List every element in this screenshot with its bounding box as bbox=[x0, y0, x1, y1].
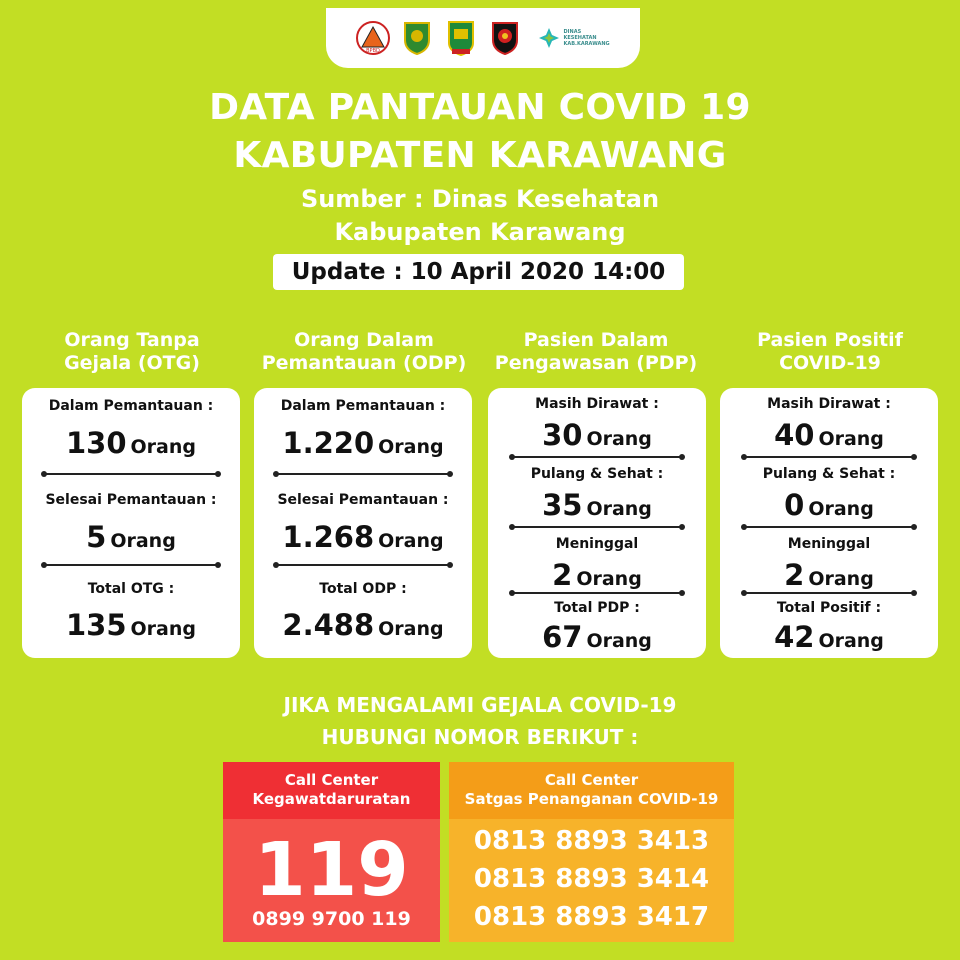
logo-bar bbox=[326, 8, 640, 68]
kodim-logo bbox=[399, 18, 435, 58]
emergency-call-title-2: Kegawatdaruratan bbox=[252, 790, 411, 808]
dinkes-logo: DINAS KESEHATAN KAB.KARAWANG bbox=[531, 18, 611, 58]
pdp-sehat-label: Pulang & Sehat : bbox=[530, 466, 664, 482]
divider bbox=[276, 564, 450, 566]
positif-dirawat-label: Masih Dirawat : bbox=[767, 396, 891, 412]
pdp-meninggal-value: 2 Orang bbox=[552, 558, 642, 592]
pdp-heading bbox=[486, 329, 706, 375]
satgas-call-header bbox=[449, 762, 734, 819]
emergency-call-header bbox=[223, 762, 440, 819]
satgas-phone-1[interactable]: 0813 8893 3413 bbox=[473, 826, 710, 856]
divider bbox=[512, 456, 682, 458]
positif-sehat-label: Pulang & Sehat : bbox=[762, 466, 896, 482]
odp-dalam-label: Dalam Pemantauan : bbox=[280, 398, 446, 414]
otg-selesai-value: 5 Orang bbox=[86, 520, 176, 554]
satgas-call-title-1: Call Center bbox=[544, 771, 639, 789]
otg-total-label: Total OTG : bbox=[87, 581, 175, 597]
update-badge: Update : 10 April 2020 14:00 bbox=[273, 254, 684, 290]
odp-total-value: 2.488 Orang bbox=[282, 608, 444, 642]
odp-selesai-label: Selesai Pemantauan : bbox=[277, 492, 449, 508]
emergency-call-title-1: Call Center bbox=[284, 771, 379, 789]
emergency-alt-number[interactable]: 0899 9700 119 bbox=[252, 908, 411, 930]
positif-meninggal-value: 2 Orang bbox=[784, 558, 874, 592]
otg-selesai-label: Selesai Pemantauan : bbox=[45, 492, 217, 508]
title-line-1: DATA PANTAUAN COVID 19 bbox=[209, 87, 751, 128]
divider bbox=[744, 592, 914, 594]
svg-text:BPBD: BPBD bbox=[366, 48, 380, 54]
divider bbox=[44, 564, 218, 566]
pdp-dirawat-label: Masih Dirawat : bbox=[535, 396, 659, 412]
cta-line-1: JIKA MENGALAMI GEJALA COVID-19 bbox=[283, 693, 677, 717]
divider bbox=[744, 456, 914, 458]
positif-heading bbox=[720, 329, 940, 375]
pdp-heading-line-1: Pasien Dalam bbox=[523, 329, 669, 351]
positif-heading-line-2: COVID-19 bbox=[779, 352, 881, 374]
otg-heading-line-1: Orang Tanpa bbox=[64, 329, 200, 351]
positif-sehat-value: 0 Orang bbox=[784, 488, 874, 522]
positif-total-label: Total Positif : bbox=[776, 600, 882, 616]
satgas-phone-3[interactable]: 0813 8893 3417 bbox=[473, 902, 710, 932]
odp-selesai-value: 1.268 Orang bbox=[282, 520, 444, 554]
otg-card bbox=[22, 388, 240, 658]
source-line-1: Sumber : Dinas Kesehatan bbox=[300, 185, 660, 213]
divider bbox=[276, 473, 450, 475]
otg-heading bbox=[22, 329, 242, 375]
title-line-2: KABUPATEN KARAWANG bbox=[233, 135, 727, 176]
otg-heading-line-2: Gejala (OTG) bbox=[64, 352, 200, 374]
satgas-phone-2[interactable]: 0813 8893 3414 bbox=[473, 864, 710, 894]
satgas-call-box bbox=[449, 762, 734, 942]
pdp-total-value: 67 Orang bbox=[542, 620, 652, 654]
cta-line-2: HUBUNGI NOMOR BERIKUT : bbox=[321, 725, 639, 749]
odp-dalam-value: 1.220 Orang bbox=[282, 426, 444, 460]
source-text bbox=[0, 183, 960, 249]
odp-heading-line-1: Orang Dalam bbox=[294, 329, 434, 351]
divider bbox=[744, 526, 914, 528]
positif-meninggal-label: Meninggal bbox=[787, 536, 871, 552]
source-line-2: Kabupaten Karawang bbox=[334, 218, 626, 246]
pdp-heading-line-2: Pengawasan (PDP) bbox=[494, 352, 698, 374]
emergency-call-box bbox=[223, 762, 440, 942]
odp-heading-line-2: Pemantauan (ODP) bbox=[261, 352, 467, 374]
page-title bbox=[0, 84, 960, 180]
pdp-dirawat-value: 30 Orang bbox=[542, 418, 652, 452]
positif-card bbox=[720, 388, 938, 658]
pdp-card bbox=[488, 388, 706, 658]
positif-total-value: 42 Orang bbox=[774, 620, 884, 654]
positif-dirawat-value: 40 Orang bbox=[774, 418, 884, 452]
satgas-call-title-2: Satgas Penanganan COVID-19 bbox=[464, 790, 719, 808]
bpbd-logo bbox=[355, 18, 391, 58]
odp-heading bbox=[254, 329, 474, 375]
otg-dalam-value: 130 Orang bbox=[65, 426, 197, 460]
divider bbox=[512, 592, 682, 594]
otg-dalam-label: Dalam Pemantauan : bbox=[48, 398, 214, 414]
odp-total-label: Total ODP : bbox=[319, 581, 407, 597]
emergency-number[interactable]: 119 bbox=[254, 827, 409, 913]
divider bbox=[512, 526, 682, 528]
pdp-meninggal-label: Meninggal bbox=[555, 536, 639, 552]
odp-card bbox=[254, 388, 472, 658]
pdp-sehat-value: 35 Orang bbox=[542, 488, 652, 522]
police-logo bbox=[487, 18, 523, 58]
positif-heading-line-1: Pasien Positif bbox=[757, 329, 903, 351]
karawang-logo bbox=[443, 18, 479, 58]
otg-total-value: 135 Orang bbox=[65, 608, 197, 642]
pdp-total-label: Total PDP : bbox=[554, 600, 640, 616]
divider bbox=[44, 473, 218, 475]
